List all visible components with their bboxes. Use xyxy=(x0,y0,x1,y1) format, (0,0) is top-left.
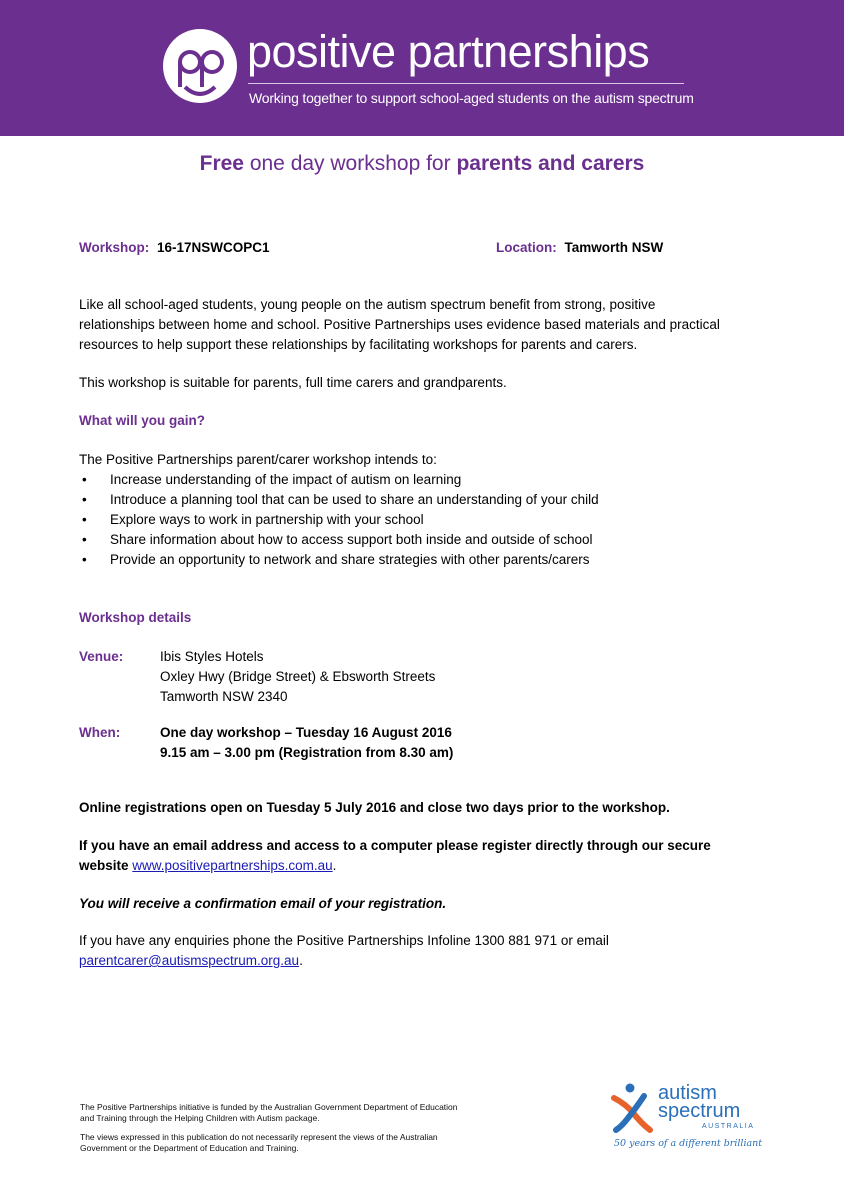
logo-word-spectrum: spectrum xyxy=(658,1100,741,1122)
bullet-icon: • xyxy=(82,512,87,527)
funding-note: The Positive Partnerships initiative is funded by the Australian Government Department of Education and Training through the Helping Children with Autism package. xyxy=(80,1102,458,1123)
workshop-row xyxy=(79,238,270,258)
enquiries-line: If you have any enquiries phone the Positive Partnerships Infoline 1300 881 971 or email xyxy=(79,933,609,948)
disclaimer-note: The views expressed in this publication do not necessarily represent the views of the Australian Government or the Department of Education and Training. xyxy=(80,1132,438,1153)
when-details xyxy=(160,723,453,763)
location-label: Location: xyxy=(496,240,557,255)
brand-divider xyxy=(248,83,684,84)
gain-list xyxy=(79,470,599,570)
headline-middle: one day workshop for xyxy=(243,152,457,175)
logo-tagline: 50 years of a different brilliant xyxy=(614,1138,763,1149)
list-item: • Introduce a planning tool that can be used to share an understanding of your child xyxy=(79,490,599,510)
location-value: Tamworth NSW xyxy=(564,240,664,255)
intro-line: resources to help support these relationships by facilitating workshops for parents and carers. xyxy=(79,337,638,352)
gain-heading: What will you gain? xyxy=(79,413,205,428)
gain-intro: The Positive Partnerships parent/carer workshop intends to: xyxy=(79,452,437,467)
email-link[interactable]: parentcarer@autismspectrum.org.au xyxy=(79,953,300,968)
register-paragraph xyxy=(79,836,779,876)
location-row xyxy=(496,238,663,258)
when-line: One day workshop – Tuesday 16 August 2016 xyxy=(160,725,452,740)
venue-label: Venue: xyxy=(79,649,124,664)
intro-paragraph xyxy=(79,295,779,355)
registration-open: Online registrations open on Tuesday 5 July 2016 and close two days prior to the workshop. xyxy=(79,800,670,815)
bullet-icon: • xyxy=(82,532,87,547)
venue-line: Tamworth NSW 2340 xyxy=(160,689,288,704)
bullet-icon: • xyxy=(82,492,87,507)
intro-line: Like all school-aged students, young people on the autism spectrum benefit from strong, positive xyxy=(79,297,656,312)
website-link[interactable]: www.positivepartnerships.com.au xyxy=(132,858,333,873)
list-item: • Explore ways to work in partnership with your school xyxy=(79,510,599,530)
details-heading: Workshop details xyxy=(79,610,192,625)
when-label: When: xyxy=(79,725,121,740)
enquiries-line: parentcarer@autismspectrum.org.au. xyxy=(79,953,303,968)
brand-name: positive partnerships xyxy=(247,26,650,77)
list-item: • Share information about how to access support both inside and outside of school xyxy=(79,530,599,550)
autism-spectrum-logo xyxy=(608,1080,763,1160)
register-line: website www.positivepartnerships.com.au. xyxy=(79,858,337,873)
page-headline xyxy=(0,150,844,178)
intro-line: relationships between home and school. Positive Partnerships uses evidence based materials and practical xyxy=(79,317,720,332)
list-item: • Provide an opportunity to network and share strategies with other parents/carers xyxy=(79,550,599,570)
logo-country: AUSTRALIA xyxy=(702,1123,755,1130)
venue-line: Oxley Hwy (Bridge Street) & Ebsworth Streets xyxy=(160,669,436,684)
register-line: If you have an email address and access to a computer please register directly through our secure xyxy=(79,838,711,853)
suitable-text: This workshop is suitable for parents, full time carers and grandparents. xyxy=(79,375,507,390)
headline-free: Free xyxy=(199,152,244,175)
confirmation-note: You will receive a confirmation email of your registration. xyxy=(79,896,447,911)
bullet-icon: • xyxy=(82,472,87,487)
venue-line: Ibis Styles Hotels xyxy=(160,649,264,664)
brand-tagline: Working together to support school-aged students on the autism spectrum xyxy=(249,90,694,106)
enquiries-paragraph xyxy=(79,931,779,971)
headline-audience: parents and carers xyxy=(456,152,645,175)
autism-spectrum-mark-icon xyxy=(608,1080,658,1136)
header-banner xyxy=(0,0,844,136)
workshop-code: 16-17NSWCOPC1 xyxy=(157,240,270,255)
venue-address xyxy=(160,647,435,707)
pp-logo-icon xyxy=(163,29,237,103)
bullet-icon: • xyxy=(82,552,87,567)
logo-word-autism: autism xyxy=(658,1082,717,1104)
list-item: • Increase understanding of the impact of autism on learning xyxy=(79,470,599,490)
when-line: 9.15 am – 3.00 pm (Registration from 8.30 am) xyxy=(160,745,454,760)
workshop-label: Workshop: xyxy=(79,240,150,255)
